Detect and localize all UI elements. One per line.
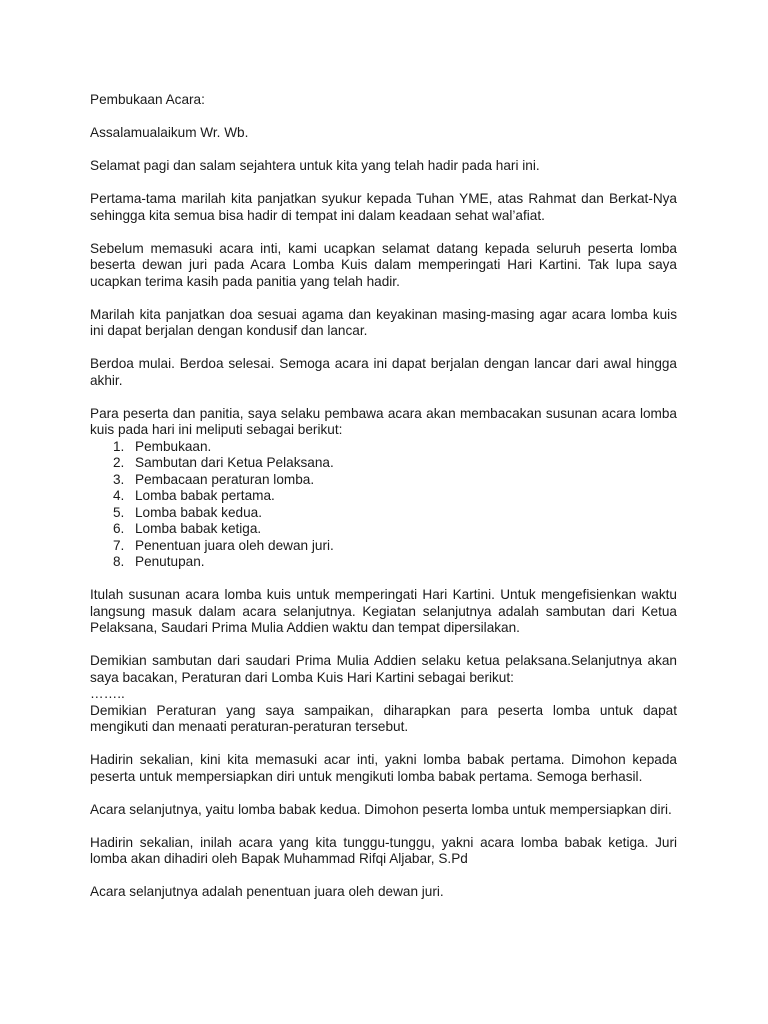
list-item (90, 521, 677, 538)
list-item-text: Lomba babak pertama. (135, 488, 275, 503)
paragraph-next-sambutan: Itulah susunan acara lomba kuis untuk memperingati Hari Kartini. Untuk mengefisienkan waktu langsung masuk dalam acara selanjutnya. Kegiatan selanjutnya adalah sambutan dari Ketua Pelaksana, Saudari Prima Mulia Addien waktu dan tempat dipersilakan. (90, 587, 677, 635)
list-number: 5. (113, 504, 125, 520)
list-number: 8. (113, 554, 125, 569)
list-item (90, 538, 677, 555)
list-item (90, 455, 677, 472)
paragraph-prayer: Marilah kita panjatkan doa sesuai agama dan keyakinan masing-masing agar acara lomba kuis ini dapat berjalan dengan kondusif dan lancar. (90, 306, 677, 338)
agenda-list (90, 439, 677, 571)
paragraph-opening: Sebelum memasuki acara inti, kami ucapkan selamat datang kepada seluruh peserta lomba beserta dewan juri pada Acara Lomba Kuis dalam memperingati Hari Kartini. Tak lupa saya ucapkan terima kasih pada panitia yang telah hadir. (90, 240, 677, 289)
paragraph-prayer-end: Berdoa mulai. Berdoa selesai. Semoga acara ini dapat berjalan dengan lancar dari awal hingga akhir. (90, 356, 677, 388)
list-item-text: Sambutan dari Ketua Pelaksana. (135, 455, 334, 470)
list-item (90, 554, 677, 571)
list-number: 7. (113, 537, 125, 553)
paragraph-gratitude: Pertama-tama marilah kita panjatkan syukur kepada Tuhan YME, atas Rahmat dan Berkat-Nya sehingga kita semua bisa hadir di tempat ini dalam keadaan sehat wal’afiat. (90, 191, 677, 223)
paragraph-round-three: Hadirin sekalian, inilah acara yang kita tunggu-tunggu, yakni acara lomba babak ketiga. Juri lomba akan dihadiri oleh Bapak Muhammad Rifqi Aljabar, S.Pd (90, 834, 677, 866)
list-item-text: Lomba babak ketiga. (135, 521, 262, 536)
list-number: 4. (113, 488, 125, 503)
greeting: Assalamualaikum Wr. Wb. (90, 125, 249, 140)
paragraph-round-two: Acara selanjutnya, yaitu lomba babak kedua. Dimohon peserta lomba untuk mempersiapkan diri. (90, 801, 672, 817)
paragraph-rules-closing: Demikian Peraturan yang saya sampaikan, diharapkan para peserta lomba untuk dapat mengikuti dan menaati peraturan-peraturan tersebut. (90, 702, 677, 734)
list-number: 2. (113, 455, 125, 470)
list-number: 1. (113, 438, 125, 454)
heading: Pembukaan Acara: (90, 92, 205, 107)
list-number: 3. (113, 471, 125, 487)
paragraph-welcome: Selamat pagi dan salam sejahtera untuk kita yang telah hadir pada hari ini. (90, 158, 540, 173)
list-item-text: Pembukaan. (135, 438, 212, 454)
list-item (90, 439, 677, 456)
list-item-text: Penentuan juara oleh dewan juri. (135, 537, 334, 553)
list-item (90, 488, 677, 505)
list-item-text: Lomba babak kedua. (135, 504, 262, 520)
paragraph-judging: Acara selanjutnya adalah penentuan juara oleh dewan juri. (90, 884, 444, 899)
list-number: 6. (113, 521, 125, 536)
paragraph-rules-intro: Demikian sambutan dari saudari Prima Mulia Addien selaku ketua pelaksana.Selanjutnya akan saya bacakan, Peraturan dari Lomba Kuis Hari Kartini sebagai berikut: (90, 653, 677, 685)
paragraph-round-one: Hadirin sekalian, kini kita memasuki acar inti, yakni lomba babak pertama. Dimohon kepada peserta untuk mempersiapkan diri untuk mengikuti lomba babak pertama. Semoga berhasil. (90, 752, 677, 784)
ellipsis: …….. (90, 686, 125, 701)
list-item (90, 505, 677, 522)
list-item (90, 472, 677, 489)
document-page (90, 92, 677, 917)
paragraph-agenda-intro: Para peserta dan panitia, saya selaku pembawa acara akan membacakan susunan acara lomba kuis pada hari ini meliputi sebagai berikut: (90, 405, 677, 437)
list-item-text: Penutupan. (135, 554, 205, 569)
list-item-text: Pembacaan peraturan lomba. (135, 471, 315, 487)
